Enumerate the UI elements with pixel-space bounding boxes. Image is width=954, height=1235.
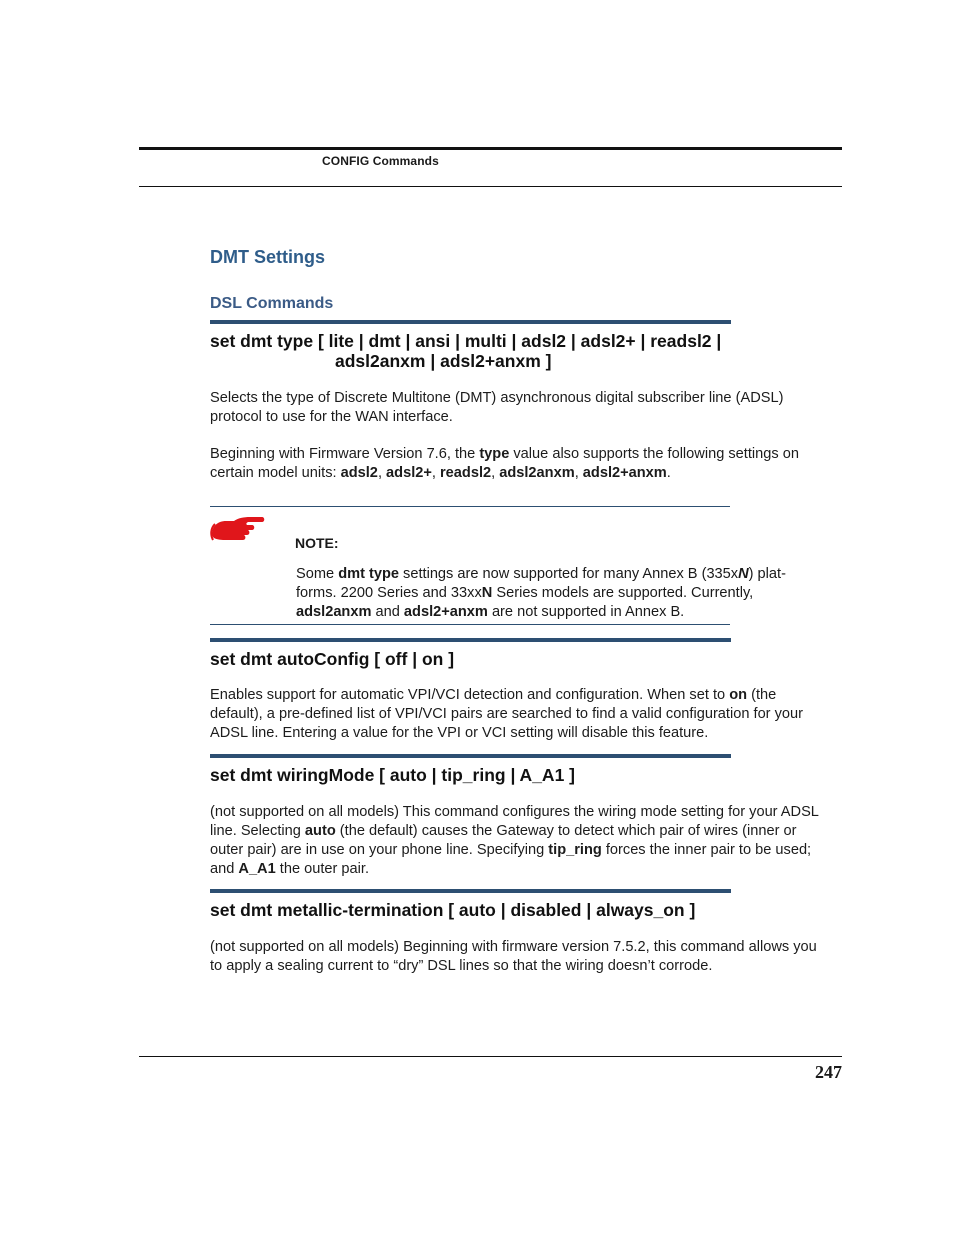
- command-heading: set dmt metallic-termination [ auto | disabled | always_on ]: [210, 900, 696, 920]
- command-heading-line1: set dmt type [ lite | dmt | ansi | multi | adsl2 | adsl2+ | readsl2 |: [210, 331, 722, 351]
- command-rule: [210, 638, 731, 642]
- header-rule: [139, 147, 842, 150]
- command-rule: [210, 754, 731, 758]
- header-rule-thin: [139, 186, 842, 187]
- command-heading-line2: adsl2anxm | adsl2+anxm ]: [335, 351, 552, 371]
- running-header: CONFIG Commands: [322, 154, 439, 168]
- pointing-hand-icon: [210, 512, 266, 546]
- command-rule: [210, 320, 731, 324]
- page-number: 247: [815, 1062, 842, 1082]
- command-description: Enables support for automatic VPI/VCI detection and configuration. When set to on (the default), a pre-defined list of VPI/VCI pairs are searched to find a valid configuration for your ADSL line. Entering a value for the VPI or VCI setting will disable this feature.: [210, 687, 803, 741]
- section-title: DMT Settings: [210, 247, 325, 267]
- command-heading: set dmt wiringMode [ auto | tip_ring | A_A1 ]: [210, 765, 575, 785]
- note-text: Some dmt type settings are now supported for many Annex B (335xN) plat-forms. 2200 Series and 33xxN Series models are supported. Currently, adsl2anxm and adsl2+anxm are not supported in Annex B.: [296, 566, 786, 620]
- note-rule-top: [210, 506, 730, 507]
- command-description: (not supported on all models) This command configures the wiring mode setting for your ADSL line. Selecting auto (the default) causes the Gateway to detect which pair of wires (inner or outer pair) are in use on your phone line. Specifying tip_ring forces the inner pair to be used; and A_A1 the outer pair.: [210, 804, 819, 877]
- command-firmware-note: Beginning with Firmware Version 7.6, the type value also supports the following settings on certain model units: adsl2, adsl2+, readsl2, adsl2anxm, adsl2+anxm.: [210, 446, 799, 481]
- note-label: NOTE:: [295, 535, 339, 551]
- command-description: Selects the type of Discrete Multitone (DMT) asynchronous digital subscriber line (ADSL) protocol to use for the WAN interface.: [210, 390, 784, 425]
- command-rule: [210, 889, 731, 893]
- section-subtitle: DSL Commands: [210, 295, 334, 312]
- note-rule-bottom: [210, 624, 730, 625]
- command-heading: set dmt autoConfig [ off | on ]: [210, 649, 455, 669]
- command-description: (not supported on all models) Beginning with firmware version 7.5.2, this command allows you to apply a sealing current to “dry” DSL lines so that the wiring doesn’t corrode.: [210, 939, 817, 974]
- footer-rule: [139, 1056, 842, 1057]
